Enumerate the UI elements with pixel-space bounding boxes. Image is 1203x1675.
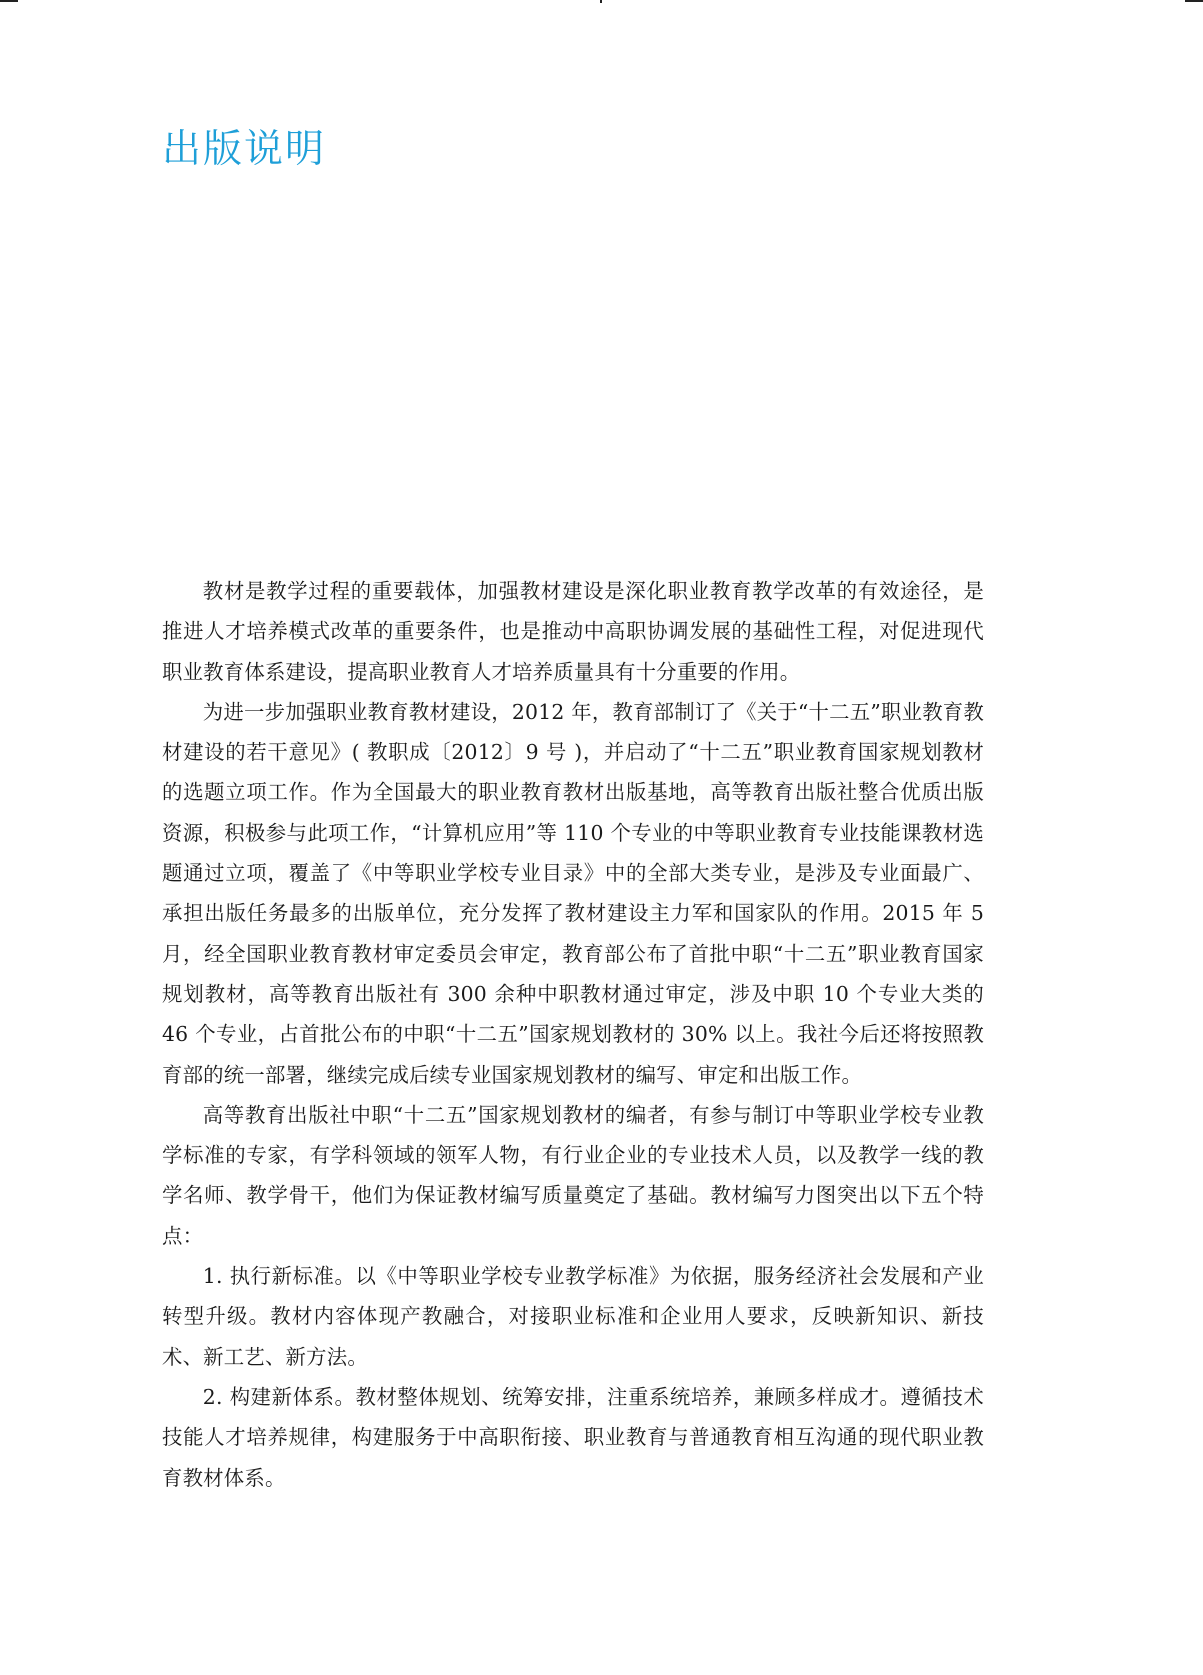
crop-mark-center: [600, 0, 602, 3]
paragraph-planning-background: 为进一步加强职业教育教材建设，2012 年，教育部制订了《关于“十二五”职业教育教材建设的若干意见》( 教职成〔2012〕9 号 )，并启动了“十二五”职业教育国家规划教材的选题立项工作。作为全国最大的职业教育教材出版基地，高等教育出版社整合优质出版资源，积极参与此项工作，“计算机应用”等 110 个专业的中等职业教育专业技能课教材选题通过立项，覆盖了《中等职业学校专业目录》中的全部大类专业，是涉及专业面最广、承担出版任务最多的出版单位，充分发挥了教材建设主力军和国家队的作用。2015 年 5 月，经全国职业教育教材审定委员会审定，教育部公布了首批中职“十二五”职业教育国家规划教材，高等教育出版社有 300 余种中职教材通过审定，涉及中职 10 个专业大类的 46 个专业，占首批公布的中职“十二五”国家规划教材的 30% 以上。我社今后还将按照教育部的统一部署，继续完成后续专业国家规划教材的编写、审定和出版工作。: [162, 699, 984, 1087]
paragraph-feature-2: 2. 构建新体系。教材整体规划、统筹安排，注重系统培养，兼顾多样成才。遵循技术技能人才培养规律，构建服务于中高职衔接、职业教育与普通教育相互沟通的现代职业教育教材体系。: [162, 1384, 984, 1490]
crop-mark-left: [0, 0, 18, 2]
paragraph-textbook-importance: 教材是教学过程的重要载体，加强教材建设是深化职业教育教学改革的有效途径，是推进人才培养模式改革的重要条件，也是推动中高职协调发展的基础性工程，对促进现代职业教育体系建设，提高职业教育人才培养质量具有十分重要的作用。: [162, 579, 984, 684]
paragraph-feature-1: 1. 执行新标准。以《中等职业学校专业教学标准》为依据，服务经济社会发展和产业转型升级。教材内容体现产教融合，对接职业标准和企业用人要求，反映新知识、新技术、新工艺、新方法。: [162, 1264, 984, 1369]
crop-mark-right: [1185, 0, 1203, 2]
page-title: 出版说明: [162, 127, 327, 172]
body-text: [162, 571, 984, 1498]
paragraph-editors: 高等教育出版社中职“十二五”国家规划教材的编者，有参与制订中等职业学校专业教学标准的专家，有学科领域的领军人物，有行业企业的专业技术人员，以及教学一线的教学名师、教学骨干，他们为保证教材编写质量奠定了基础。教材编写力图突出以下五个特点：: [162, 1102, 984, 1248]
